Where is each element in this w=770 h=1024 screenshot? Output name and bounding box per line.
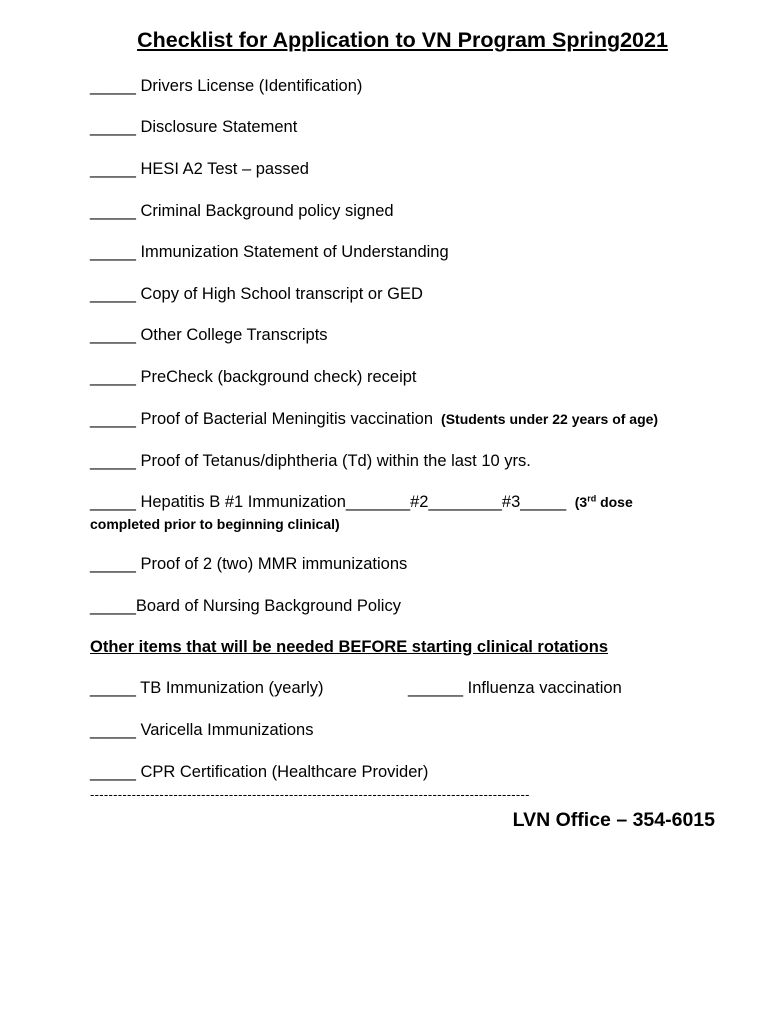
checklist-item: _____ Other College Transcripts (90, 326, 328, 344)
checklist-item: _____ Drivers License (Identification) (90, 77, 363, 95)
checklist-item: _____ Copy of High School transcript or GED (90, 285, 423, 303)
hepatitis-note-continued: completed prior to beginning clinical) (90, 516, 340, 532)
hepatitis-label: _____ Hepatitis B #1 Immunization_______#2________#3_____ (90, 493, 567, 511)
checklist-item-hepatitis (90, 493, 633, 512)
checklist-item: _____Board of Nursing Background Policy (90, 597, 401, 615)
page-title: Checklist for Application to VN Program Spring2021 (137, 28, 668, 52)
dashed-divider: ----------------------------------------------------------------------------------------------- (90, 787, 530, 802)
age-note: (Students under 22 years of age) (441, 411, 659, 427)
checklist-item: _____ Proof of 2 (two) MMR immunizations (90, 555, 408, 573)
office-contact: LVN Office – 354-6015 (512, 809, 715, 831)
checklist-item-label: _____ Proof of Bacterial Meningitis vaccination (90, 410, 434, 428)
checklist-item: _____ TB Immunization (yearly) (90, 679, 324, 697)
checklist-item: _____ Criminal Background policy signed (90, 202, 394, 220)
checklist-item-meningitis (90, 410, 658, 429)
section-heading: Other items that will be needed BEFORE starting clinical rotations (90, 638, 609, 656)
checklist-item: _____ Disclosure Statement (90, 118, 298, 136)
checklist-item: _____ PreCheck (background check) receipt (90, 368, 417, 386)
checklist-item: ______ Influenza vaccination (408, 679, 622, 697)
ordinal-suffix: rd (587, 493, 597, 504)
checklist-item: _____ Immunization Statement of Understanding (90, 243, 449, 261)
checklist-item: _____ Proof of Tetanus/diphtheria (Td) within the last 10 yrs. (90, 452, 531, 470)
checklist-item: _____ Varicella Immunizations (90, 721, 314, 739)
checklist-item: _____ HESI A2 Test – passed (90, 160, 309, 178)
hepatitis-note-start: (3 (574, 494, 588, 510)
checklist-item: _____ CPR Certification (Healthcare Provider) (90, 763, 429, 781)
hepatitis-note (575, 494, 633, 510)
hepatitis-note-end: dose (596, 494, 633, 510)
